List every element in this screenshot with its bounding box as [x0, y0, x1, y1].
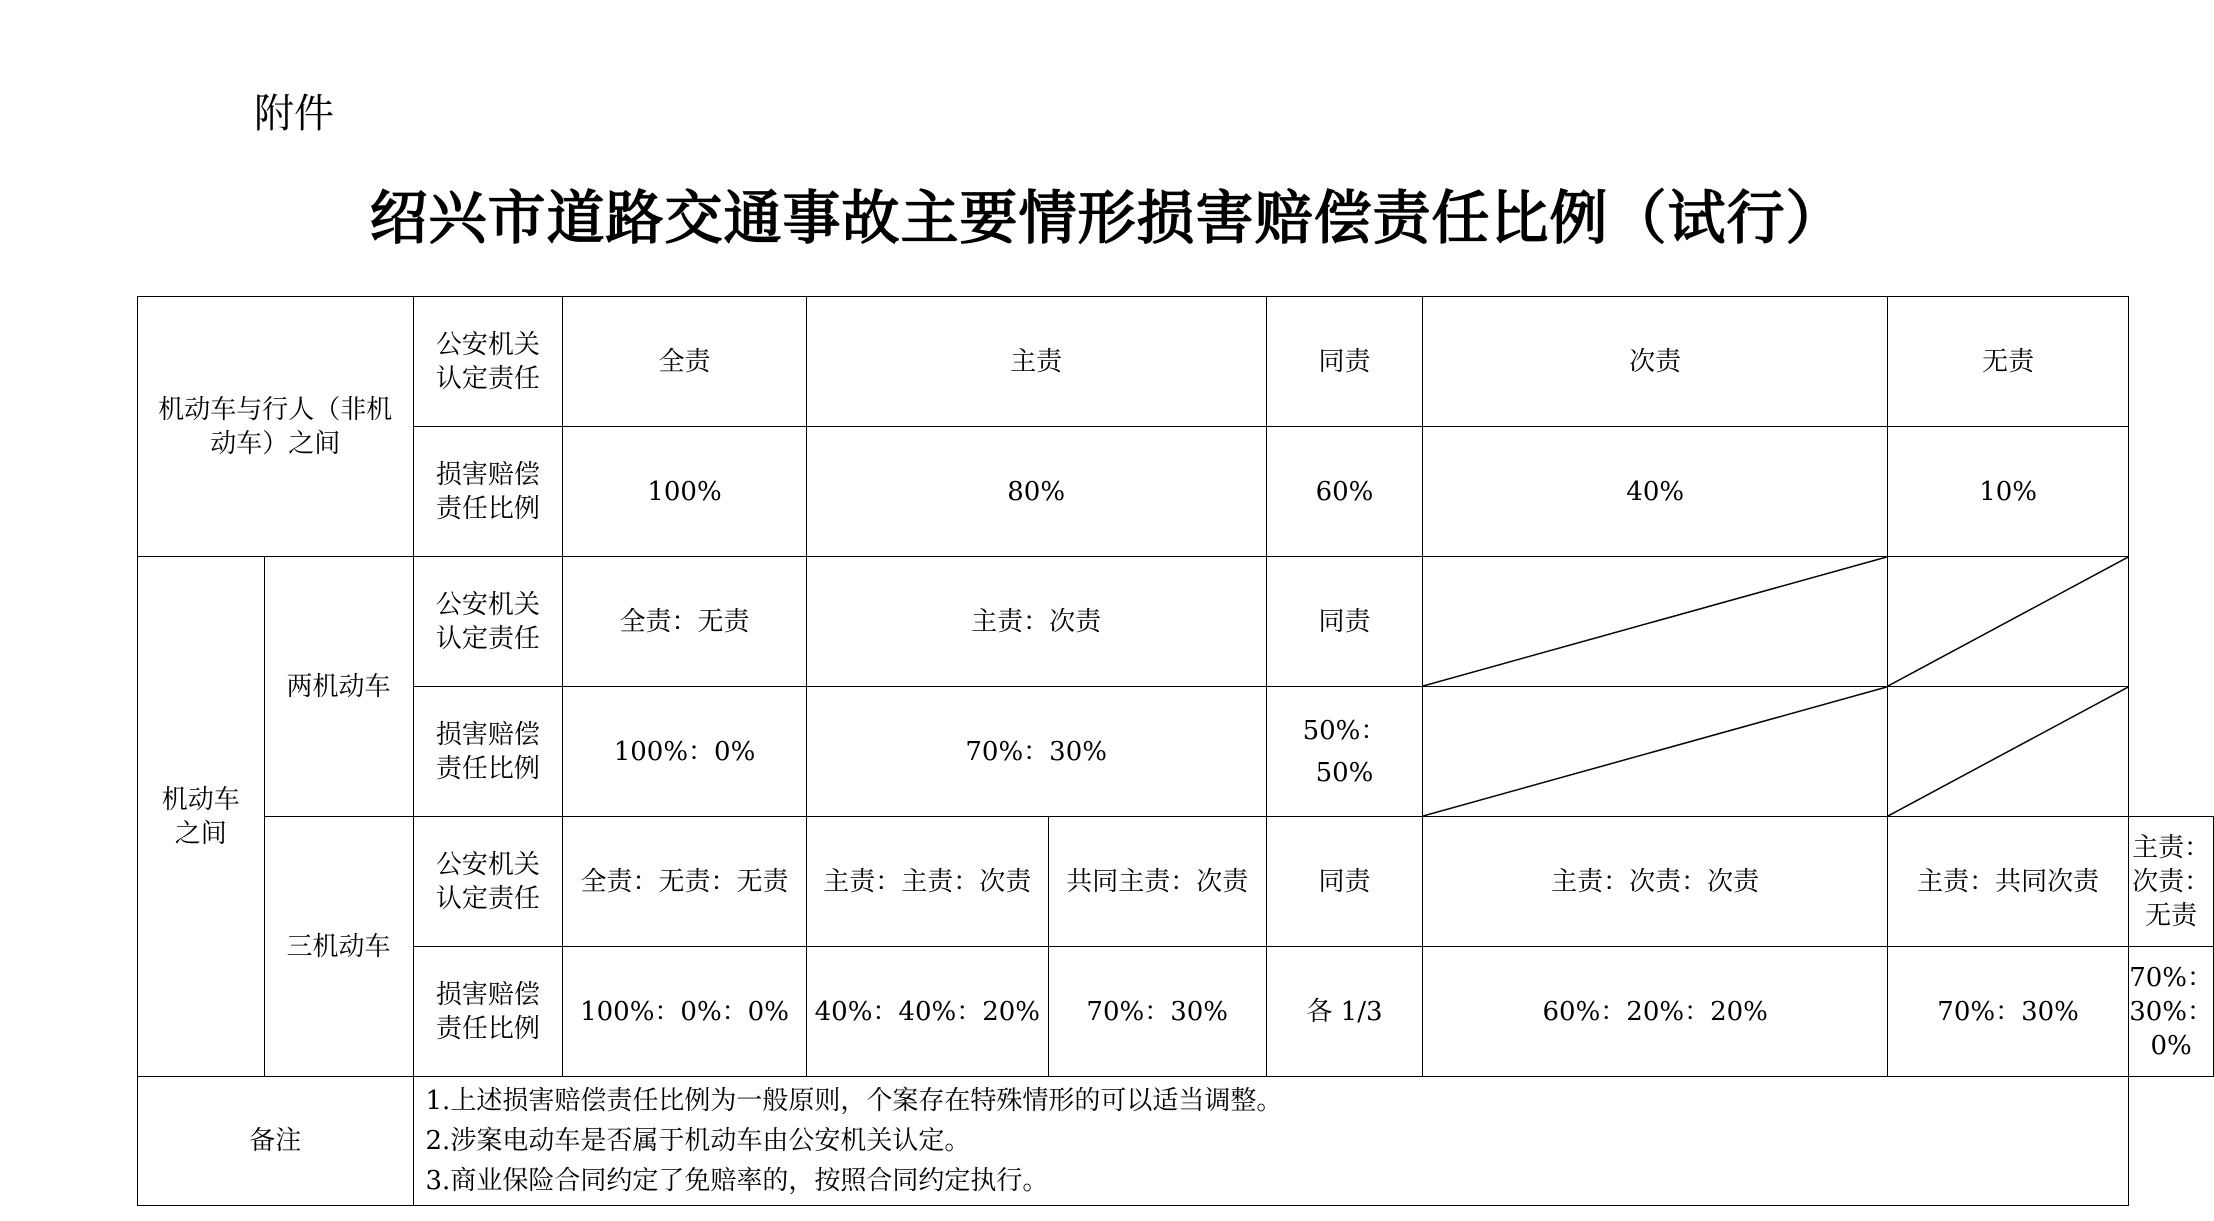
- note-item: 2.涉案电动车是否属于机动车由公安机关认定。: [425, 1126, 971, 1156]
- three-ratio-4: 各 1/3: [1266, 947, 1423, 1077]
- three-vehicles-label: 三机动车: [264, 817, 413, 1077]
- empty-slashed-cell: [1423, 557, 1888, 687]
- empty-slashed-cell: [1888, 557, 2129, 687]
- pedestrian-section-label: 机动车与行人（非机动车）之间: [138, 297, 414, 557]
- row-label-police-responsibility: 公安机关认定责任: [413, 557, 563, 687]
- row-label-damage-ratio: 损害赔偿责任比例: [413, 427, 563, 557]
- pedestrian-ratio-equal: 60%: [1266, 427, 1423, 557]
- row-label-damage-ratio: 损害赔偿责任比例: [413, 947, 563, 1077]
- three-resp-7: 主责：次责：无责: [2129, 817, 2214, 947]
- two-vehicles-label: 两机动车: [264, 557, 413, 817]
- three-resp-2: 主责：主责：次责: [806, 817, 1048, 947]
- three-ratio-1: 100%：0%：0%: [563, 947, 806, 1077]
- notes-content: [413, 1077, 2129, 1206]
- pedestrian-ratio-secondary: 40%: [1423, 427, 1888, 557]
- attachment-label: 附件: [254, 91, 334, 137]
- three-resp-1: 全责：无责：无责: [563, 817, 806, 947]
- pedestrian-ratio-none: 10%: [1888, 427, 2129, 557]
- two-ratio-full: 100%：0%: [563, 687, 806, 817]
- document-title: 绍兴市道路交通事故主要情形损害赔偿责任比例（试行）: [369, 184, 1845, 252]
- row-label-police-responsibility: 公安机关认定责任: [413, 297, 563, 427]
- note-item: 1.上述损害赔偿责任比例为一般原则，个案存在特殊情形的可以适当调整。: [425, 1086, 1283, 1116]
- three-resp-4: 同责: [1266, 817, 1423, 947]
- table-row: [138, 297, 2214, 427]
- row-label-damage-ratio: 损害赔偿责任比例: [413, 687, 563, 817]
- table-row: [138, 817, 2214, 947]
- empty-slashed-cell: [1423, 687, 1888, 817]
- table-row: [138, 687, 2214, 817]
- pedestrian-resp-equal: 同责: [1266, 297, 1423, 427]
- three-ratio-5: 60%：20%：20%: [1423, 947, 1888, 1077]
- table-row: [138, 1077, 2214, 1206]
- table-row: [138, 427, 2214, 557]
- three-resp-5: 主责：次责：次责: [1423, 817, 1888, 947]
- table-row: [138, 947, 2214, 1077]
- pedestrian-resp-none: 无责: [1888, 297, 2129, 427]
- three-ratio-6: 70%：30%: [1888, 947, 2129, 1077]
- pedestrian-ratio-main: 80%: [806, 427, 1266, 557]
- pedestrian-resp-full: 全责: [563, 297, 806, 427]
- pedestrian-resp-main: 主责: [806, 297, 1266, 427]
- two-ratio-equal: 50%：50%: [1266, 687, 1423, 817]
- three-ratio-7: 70%：30%：0%: [2129, 947, 2214, 1077]
- pedestrian-resp-secondary: 次责: [1423, 297, 1888, 427]
- empty-slashed-cell: [1888, 687, 2129, 817]
- pedestrian-ratio-full: 100%: [563, 427, 806, 557]
- note-item: 3.商业保险合同约定了免赔率的，按照合同约定执行。: [425, 1166, 1049, 1196]
- three-resp-6: 主责：共同次责: [1888, 817, 2129, 947]
- two-resp-full: 全责：无责: [563, 557, 806, 687]
- two-resp-equal: 同责: [1266, 557, 1423, 687]
- vehicle-section-label: 机动车之间: [138, 557, 265, 1077]
- notes-label: 备注: [138, 1077, 414, 1206]
- three-ratio-3: 70%：30%: [1048, 947, 1266, 1077]
- two-ratio-main: 70%：30%: [806, 687, 1266, 817]
- liability-table: [137, 296, 2214, 1206]
- three-ratio-2: 40%：40%：20%: [806, 947, 1048, 1077]
- three-resp-3: 共同主责：次责: [1048, 817, 1266, 947]
- table-row: [138, 557, 2214, 687]
- row-label-police-responsibility: 公安机关认定责任: [413, 817, 563, 947]
- two-resp-main: 主责：次责: [806, 557, 1266, 687]
